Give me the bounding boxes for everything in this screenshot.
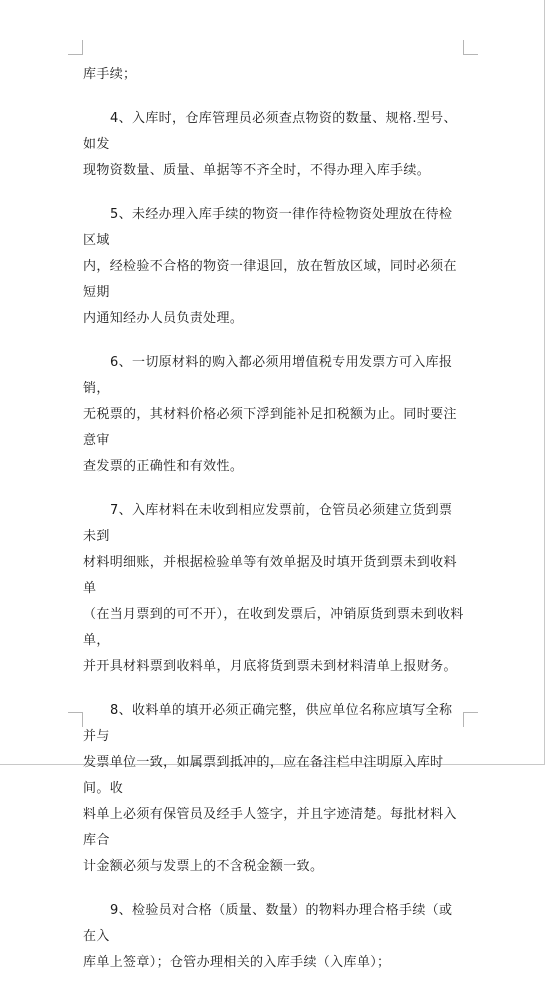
- text-line: 7、入库材料在未收到相应发票前，仓管员必须建立货到票未到: [83, 503, 453, 544]
- text-line: 并开具材料票到收料单，月底将货到票未到材料清单上报财务。: [83, 659, 457, 674]
- text-line: 库手续；: [83, 67, 137, 82]
- paragraph-6: [83, 350, 465, 480]
- page-corner-mark-top-right: [463, 40, 478, 55]
- text-line: 发票单位一致，如属票到抵冲的，应在备注栏中注明原入库时间。收: [83, 755, 444, 796]
- text-line: 8、收料单的填开必须正确完整，供应单位名称应填写全称并与: [83, 703, 453, 744]
- text-line: 5、未经办理入库手续的物资一律作待检物资处理放在待检区域: [83, 207, 453, 248]
- text-line: 内，经检验不合格的物资一律退回，放在暂放区域，同时必须在短期: [83, 259, 457, 300]
- page-corner-mark-bottom-left: [68, 712, 83, 727]
- paragraph-7: [83, 498, 465, 680]
- text-line: 查发票的正确性和有效性。: [83, 459, 244, 474]
- text-line: 4、入库时，仓库管理员必须查点物资的数量、规格.型号、如发: [83, 111, 457, 152]
- paragraph-3-continuation: [83, 62, 465, 88]
- text-line: 无税票的，其材料价格必须下浮到能补足扣税额为止。同时要注意审: [83, 407, 457, 448]
- text-line: 料单上必须有保管员及经手人签字，并且字迹清楚。每批材料入库合: [83, 807, 457, 848]
- text-line: 计金额必须与发票上的不含税金额一致。: [83, 859, 324, 874]
- text-line: 6、一切原材料的购入都必须用增值税专用发票方可入库报销，: [83, 355, 453, 396]
- text-line: 现物资数量、质量、单据等不齐全时，不得办理入库手续。: [83, 163, 431, 178]
- text-line: 内通知经办人员负责处理。: [83, 311, 244, 326]
- paragraph-8: [83, 698, 465, 880]
- paragraph-5: [83, 202, 465, 332]
- paragraph-9: [83, 898, 465, 976]
- text-line: 库单上签章）；仓管办理相关的入库手续（入库单）；: [83, 955, 391, 970]
- text-line: 9、检验员对合格（质量、数量）的物料办理合格手续（或在入: [83, 903, 453, 944]
- page-corner-mark-bottom-right: [463, 712, 478, 727]
- page-corner-mark-top-left: [68, 40, 83, 55]
- document-body: [83, 62, 465, 994]
- text-line: （在当月票到的可不开），在收到发票后，冲销原货到票未到收料单，: [83, 607, 464, 648]
- text-line: 材料明细账，并根据检验单等有效单据及时填开货到票未到收料单: [83, 555, 457, 596]
- paragraph-4: [83, 106, 465, 184]
